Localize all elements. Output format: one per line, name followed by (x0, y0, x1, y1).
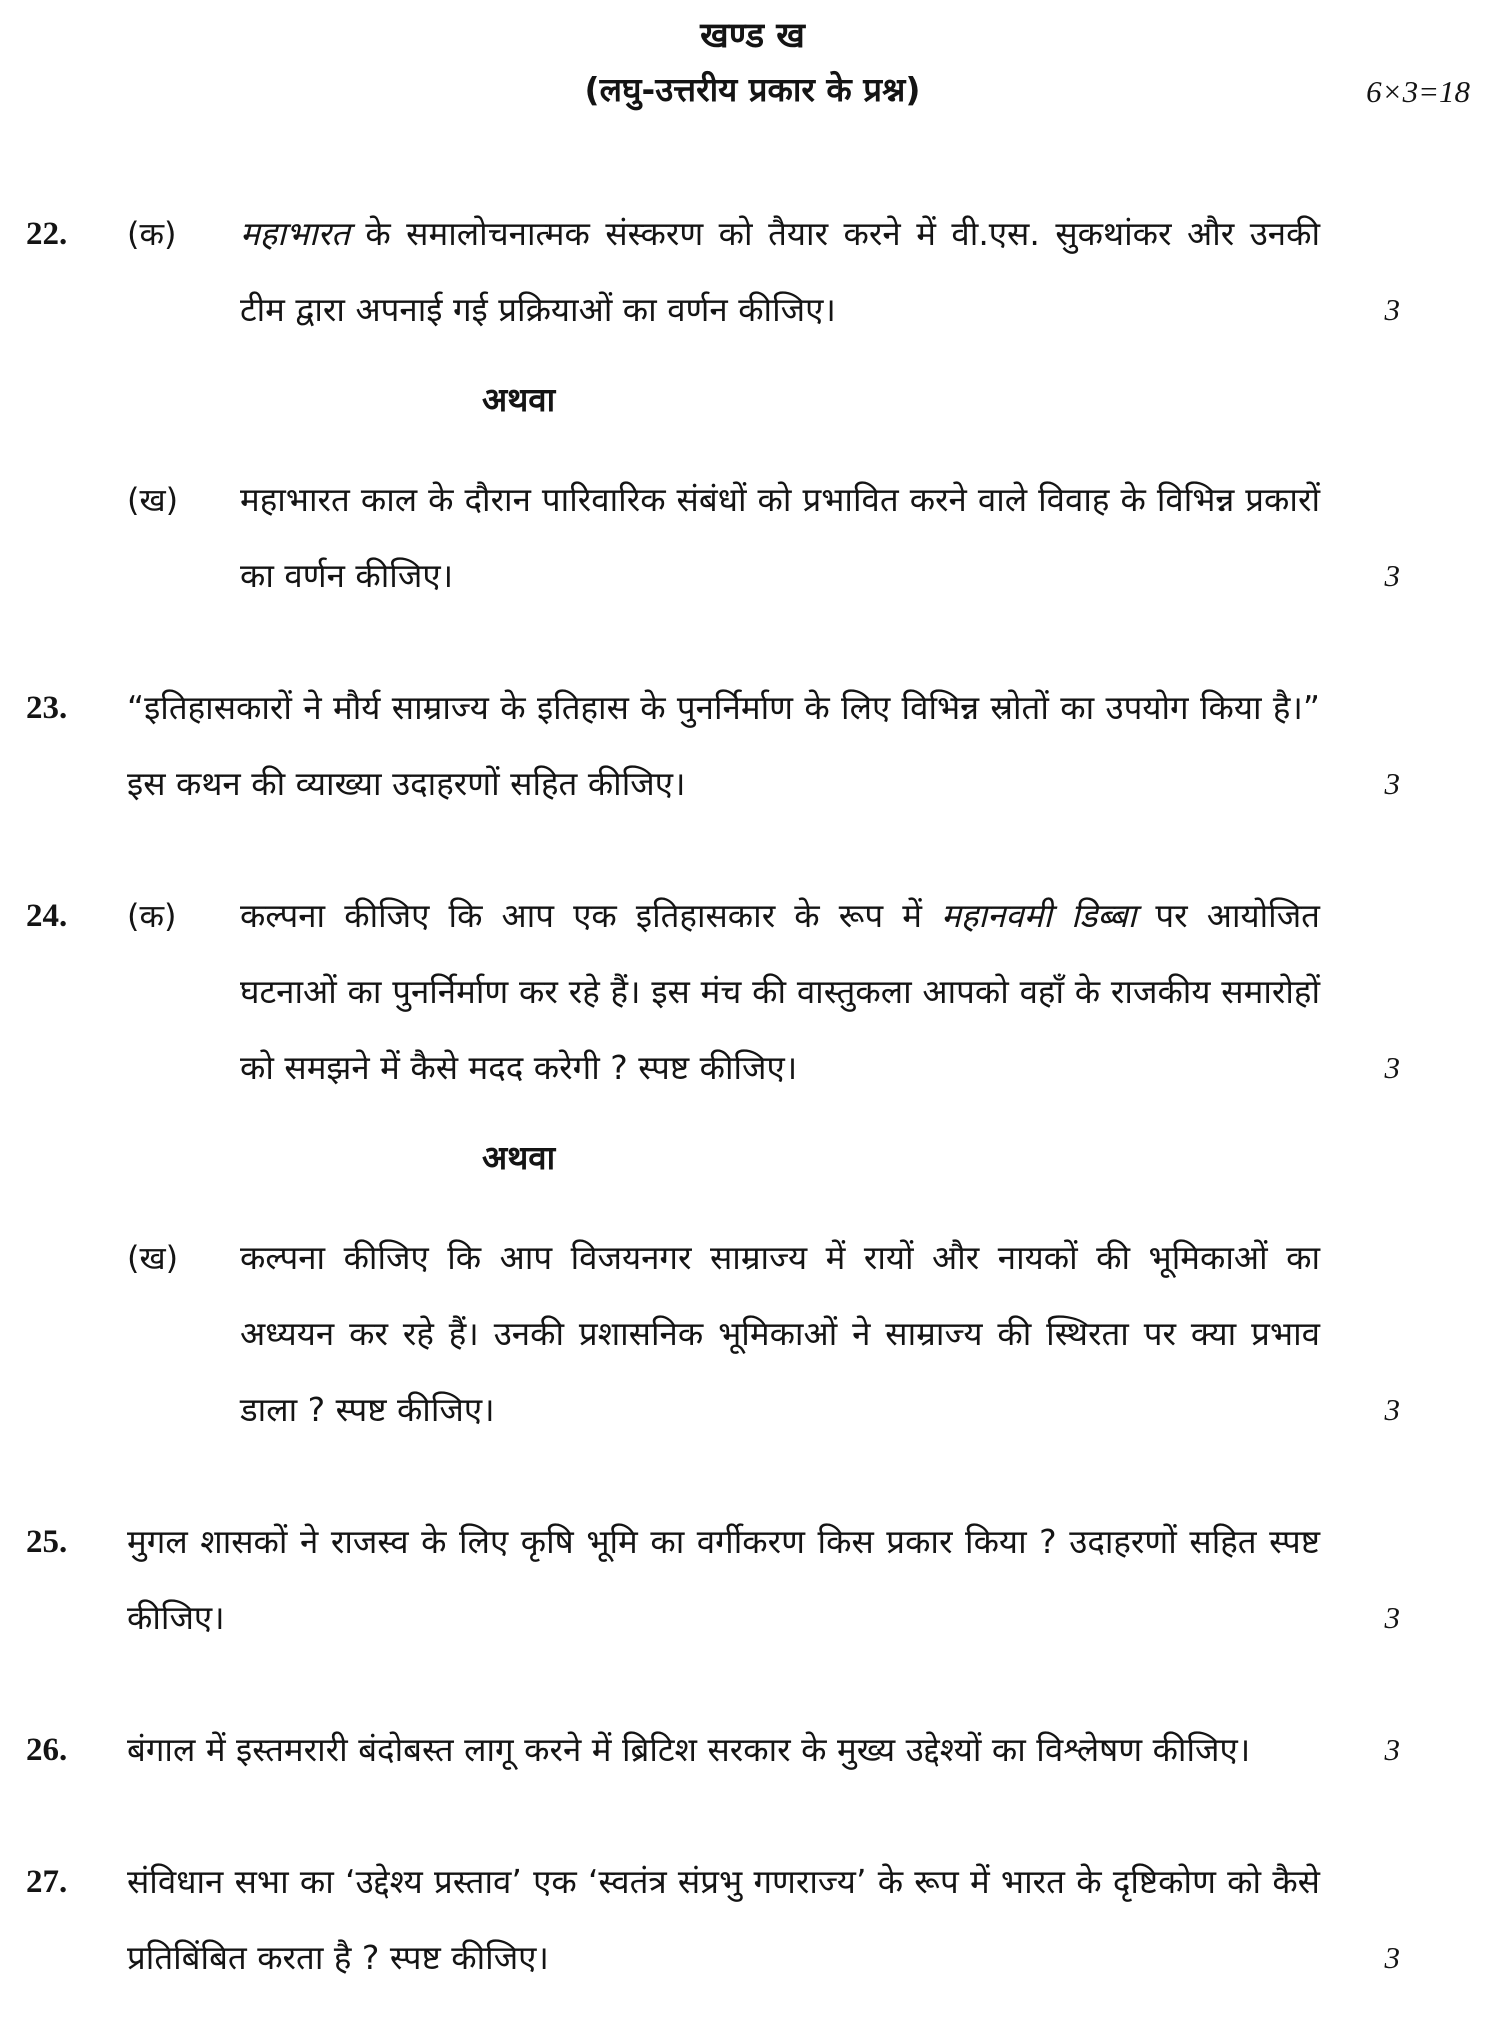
marks-value: 3 (1384, 766, 1400, 801)
question-body (127, 196, 1400, 614)
question-26 (0, 1712, 1505, 1788)
question-23 (0, 670, 1505, 822)
question-number: 27. (26, 1864, 68, 1900)
question-number: 25. (26, 1524, 68, 1560)
question-text-run: पर आयोजित घटनाओं का पुनर्निर्माण कर रहे हैं। इस मंच की वास्तुकला आपको वहाँ के राजकीय समारोहों को समझने में कैसे मदद करेगी ? स्पष्ट कीजिए। (240, 896, 1320, 1087)
question-part (127, 670, 1400, 822)
question-text-italic-run: महाभारत (240, 214, 350, 253)
question-part-label: (क) (127, 897, 177, 935)
question-text-run: मुगल शासकों ने राजस्व के लिए कृषि भूमि का वर्गीकरण किस प्रकार किया ? उदाहरणों सहित स्पष्ट कीजिए। (127, 1522, 1320, 1637)
question-text-italic-run: महानवमी डिब्बा (941, 896, 1137, 935)
question-part (127, 1844, 1400, 1996)
question-text-run: महाभारत काल के दौरान पारिवारिक संबंधों को प्रभावित करने वाले विवाह के विभिन्न प्रकारों का वर्णन कीजिए। (240, 480, 1320, 595)
question-part-label: (ख) (127, 1239, 179, 1277)
question-part (127, 462, 1400, 614)
marks-scheme: 6×3=18 (1366, 74, 1470, 109)
question-text (127, 1504, 1320, 1656)
marks-value: 3 (1384, 292, 1400, 327)
section-title: खण्ड ख (700, 16, 805, 56)
question-text-run: बंगाल में इस्तमरारी बंदोबस्त लागू करने में ब्रिटिश सरकार के मुख्य उद्देश्यों का विश्लेषण कीजिए। (127, 1730, 1251, 1769)
section-subtitle-row (0, 68, 1505, 112)
question-25 (0, 1504, 1505, 1656)
question-text (127, 670, 1320, 822)
question-part-label: (क) (127, 215, 177, 253)
question-number: 22. (26, 216, 68, 252)
question-part (127, 196, 1400, 348)
question-body (127, 670, 1400, 822)
question-text-run: “इतिहासकारों ने मौर्य साम्राज्य के इतिहास के पुनर्निर्माण के लिए विभिन्न स्रोतों का उपयोग किया है।” इस कथन की व्याख्या उदाहरणों सहित कीजिए। (127, 688, 1320, 803)
question-text-run: के समालोचनात्मक संस्करण को तैयार करने में वी.एस. सुकथांकर और उनकी टीम द्वारा अपनाई गई प्रक्रियाओं का वर्णन कीजिए। (240, 214, 1320, 329)
question-part (127, 1220, 1400, 1448)
marks-value: 3 (1384, 1732, 1400, 1767)
question-text-run: कल्पना कीजिए कि आप एक इतिहासकार के रूप में (240, 896, 942, 935)
marks-value: 3 (1384, 1050, 1400, 1085)
question-27 (0, 1844, 1505, 1996)
question-part (127, 1504, 1400, 1656)
question-text (240, 196, 1320, 348)
question-body (127, 1504, 1400, 1656)
marks-value: 3 (1384, 1940, 1400, 1975)
question-part (127, 1712, 1400, 1788)
question-24 (0, 878, 1505, 1448)
question-number: 24. (26, 898, 68, 934)
question-text (240, 1220, 1320, 1448)
question-list (0, 196, 1505, 1996)
question-text-run: कल्पना कीजिए कि आप विजयनगर साम्राज्य में रायों और नायकों की भूमिकाओं का अध्ययन कर रहे हैं। उनकी प्रशासनिक भूमिकाओं ने साम्राज्य की स्थिरता पर क्या प्रभाव डाला ? स्पष्ट कीजिए। (240, 1238, 1320, 1429)
marks-value: 3 (1384, 1392, 1400, 1427)
question-number: 23. (26, 690, 68, 726)
question-text (127, 1712, 1320, 1788)
or-separator: अथवा (482, 1138, 556, 1177)
question-body (127, 878, 1400, 1448)
section-subtitle: (लघु-उत्तरीय प्रकार के प्रश्न) (584, 70, 921, 109)
question-text (240, 462, 1320, 614)
question-part-label: (ख) (127, 481, 179, 519)
question-part (127, 878, 1400, 1106)
marks-value: 3 (1384, 1600, 1400, 1635)
question-number: 26. (26, 1732, 68, 1768)
question-text (127, 1844, 1320, 1996)
question-text-run: संविधान सभा का ‘उद्देश्य प्रस्ताव’ एक ‘स्वतंत्र संप्रभु गणराज्य’ के रूप में भारत के दृष्टिकोण को कैसे प्रतिबिंबित करता है ? स्पष्ट कीजिए। (127, 1862, 1320, 1977)
question-body (127, 1712, 1400, 1788)
marks-value: 3 (1384, 558, 1400, 593)
or-separator: अथवा (482, 380, 556, 419)
question-22 (0, 196, 1505, 614)
question-body (127, 1844, 1400, 1996)
question-text (240, 878, 1320, 1106)
